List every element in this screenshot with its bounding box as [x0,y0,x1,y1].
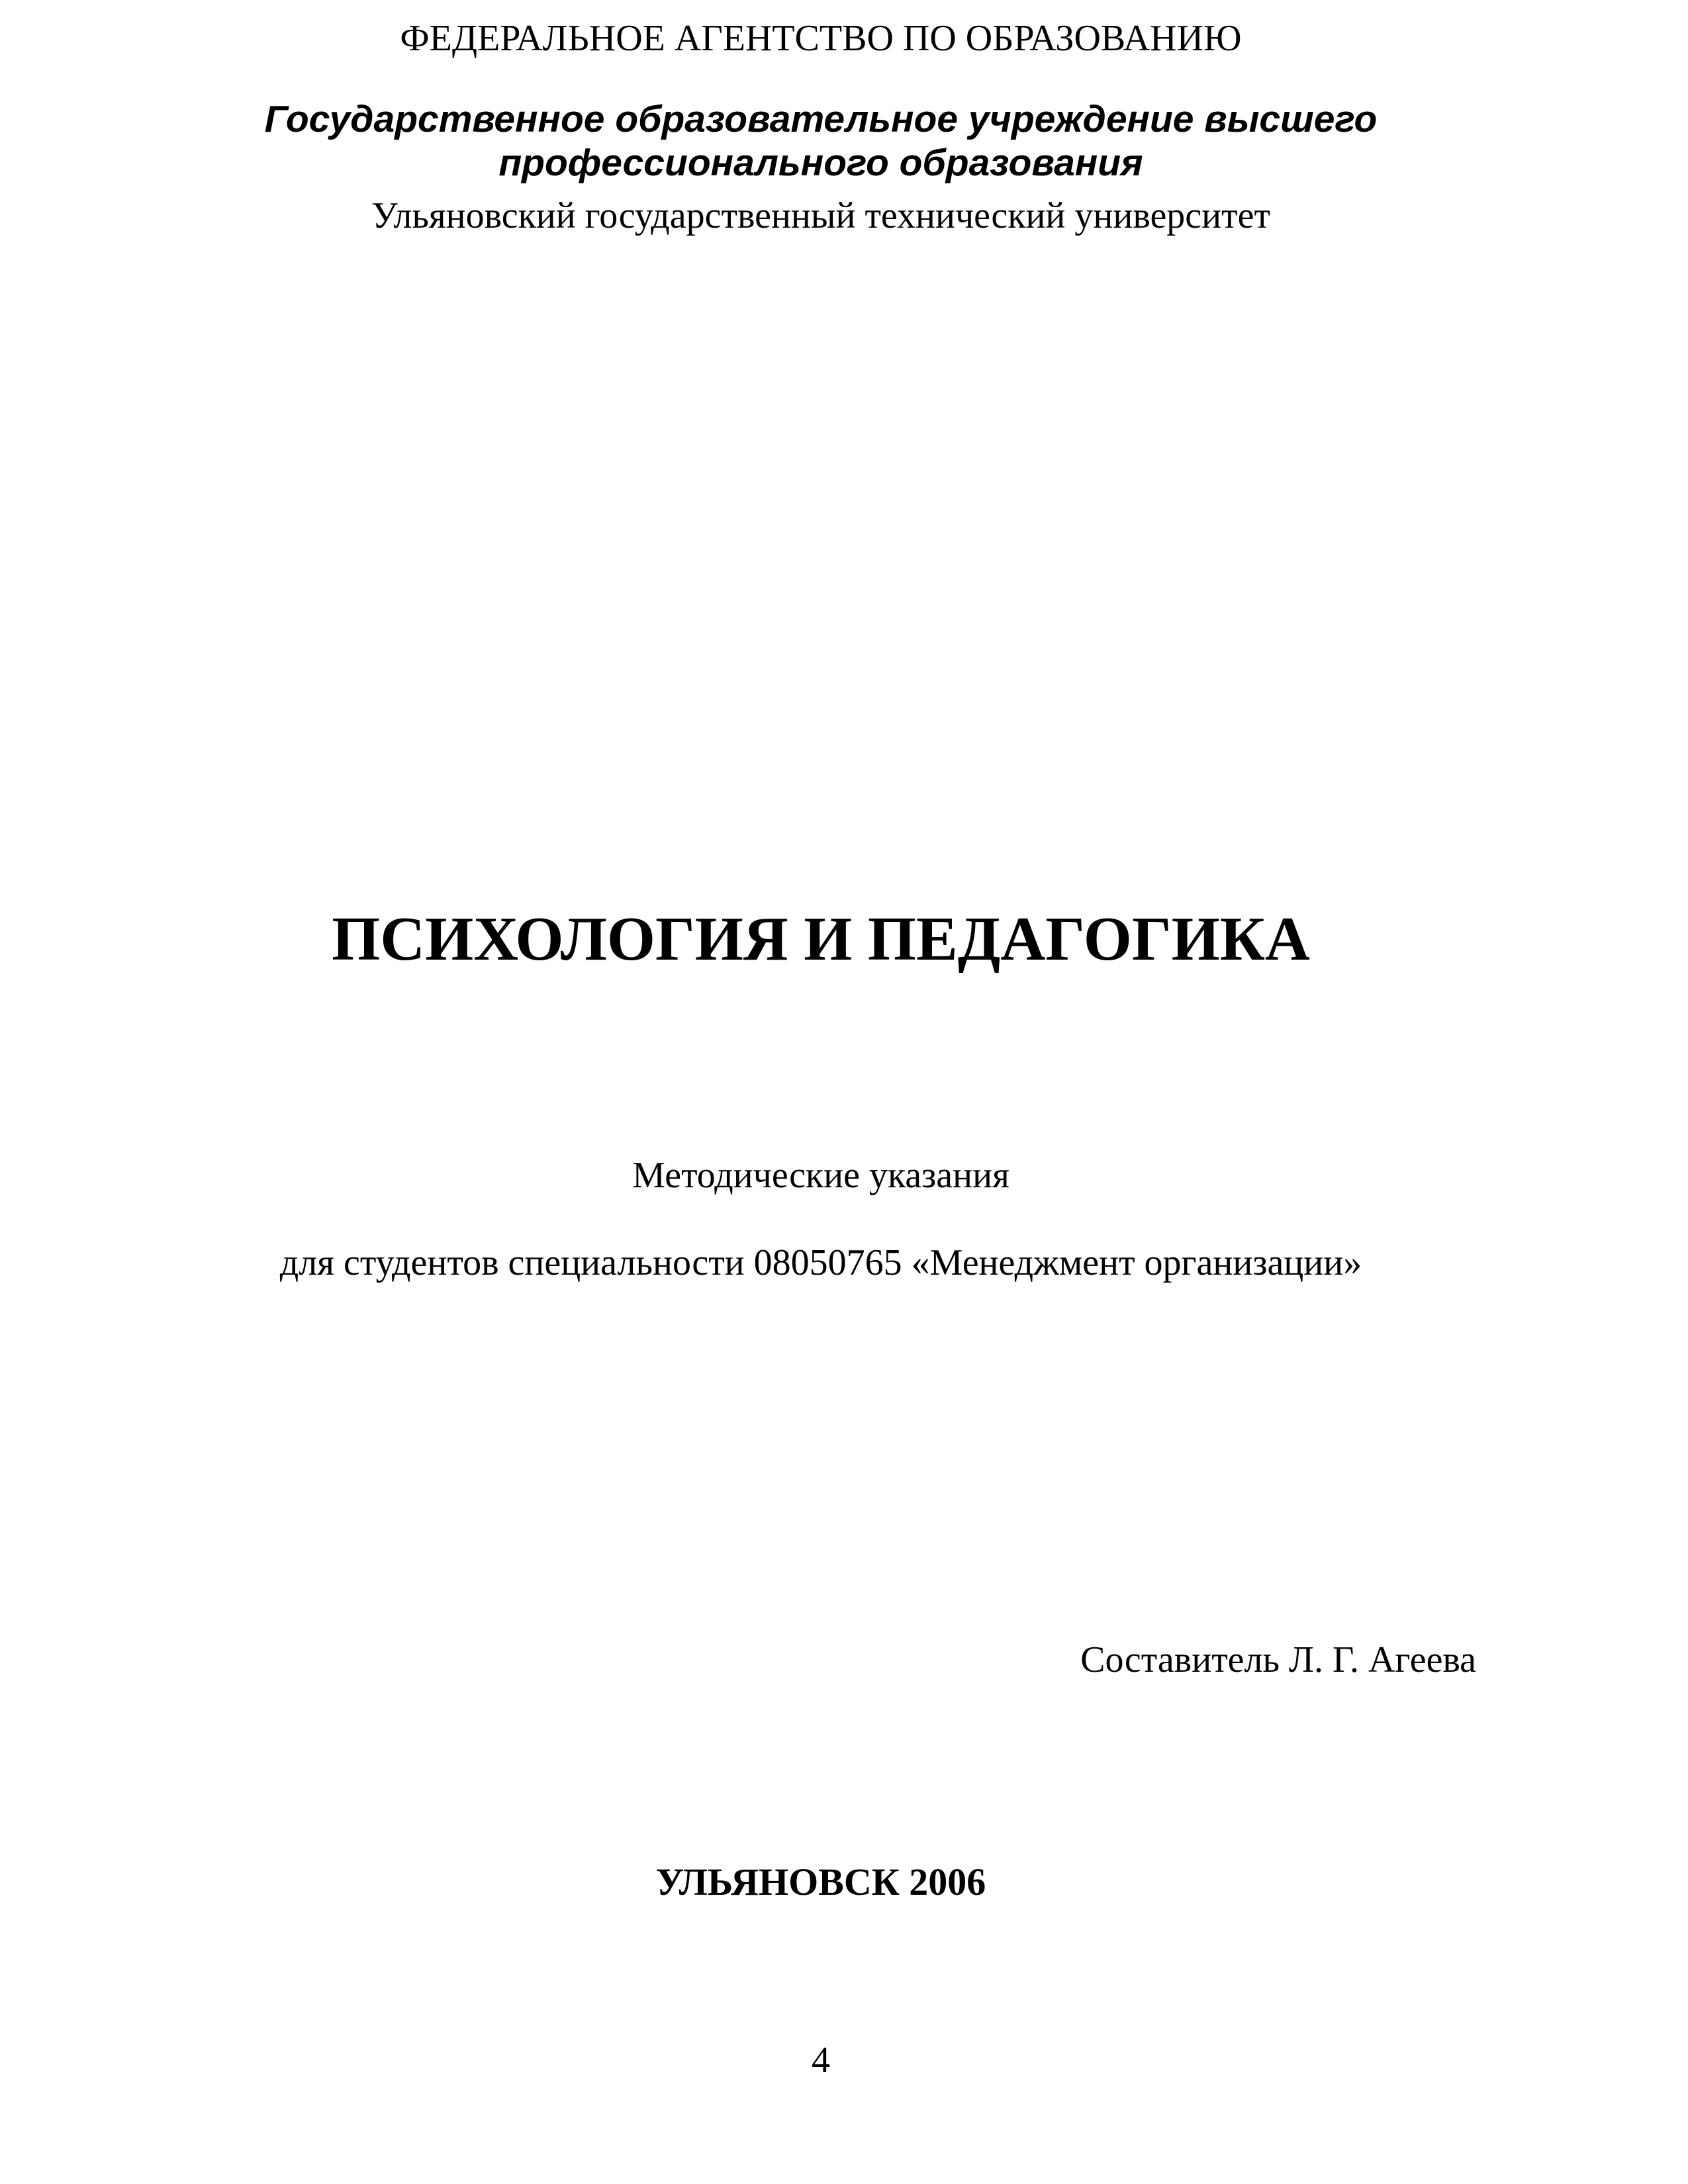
institution-type-line-1: Государственное образовательное учреждение высшего [264,98,1378,140]
target-audience: для студентов специальности 08050765 «Менеджмент организации» [279,1242,1362,1283]
agency-name: ФЕДЕРАЛЬНОЕ АГЕНТСТВО ПО ОБРАЗОВАНИЮ [400,18,1242,59]
document-type: Методические указания [632,1155,1009,1196]
institution-type-line-2: профессионального образования [498,142,1143,184]
compiler-credit: Составитель Л. Г. Агеева [1080,1639,1476,1680]
city-and-year: УЛЬЯНОВСК 2006 [655,1860,986,1903]
page-number: 4 [812,2040,830,2081]
document-title: ПСИХОЛОГИЯ И ПЕДАГОГИКА [332,905,1310,974]
university-name: Ульяновский государственный технический университет [371,195,1270,236]
